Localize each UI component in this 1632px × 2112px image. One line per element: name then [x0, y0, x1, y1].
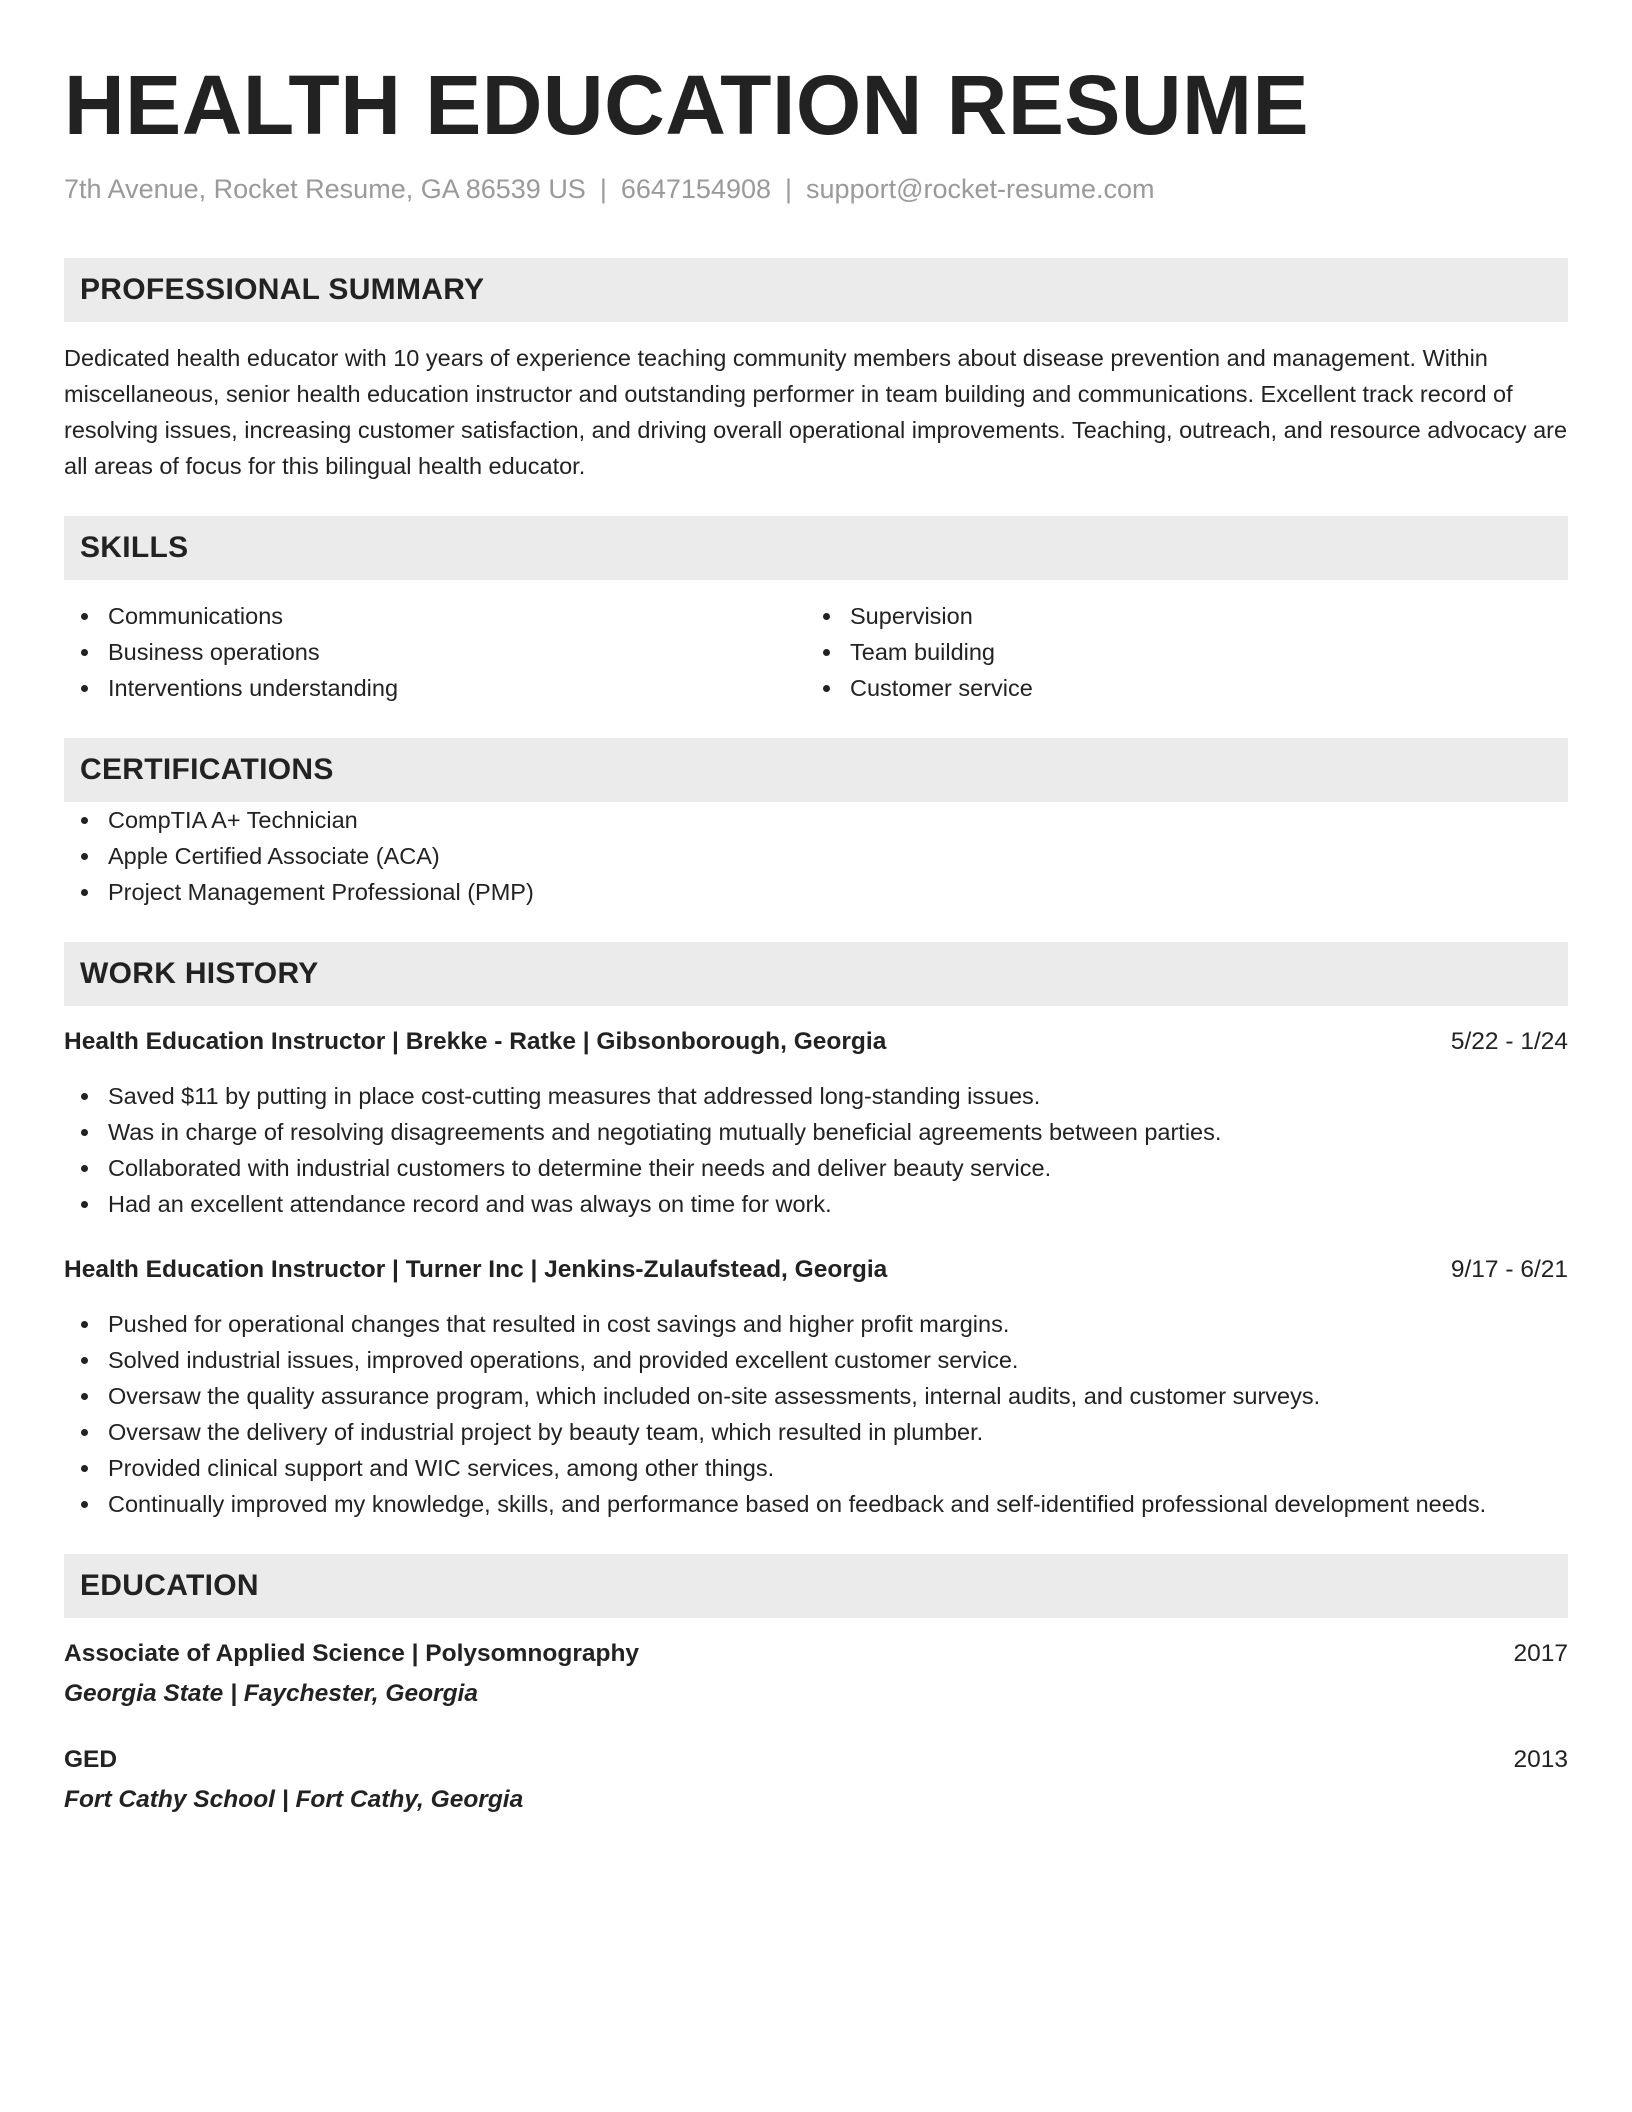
skills-column-left	[64, 598, 806, 706]
certification-item: CompTIA A+ Technician	[64, 802, 1568, 838]
skill-item: Interventions understanding	[64, 670, 806, 706]
certification-item: Apple Certified Associate (ACA)	[64, 838, 1568, 874]
education-school: Georgia State | Faychester, Georgia	[64, 1680, 478, 1707]
job-entry	[64, 1252, 1568, 1522]
job-bullet: Collaborated with industrial customers to determine their needs and deliver beauty service.	[64, 1150, 1568, 1186]
job-bullet: Solved industrial issues, improved operations, and provided excellent customer service.	[64, 1342, 1568, 1378]
job-bullets	[64, 1306, 1568, 1522]
job-bullet: Oversaw the quality assurance program, which included on-site assessments, internal audits, and customer surveys.	[64, 1378, 1568, 1414]
skill-item: Communications	[64, 598, 806, 634]
section-heading-education: EDUCATION	[64, 1554, 1568, 1618]
job-title: Health Education Instructor | Turner Inc | Jenkins-Zulaufstead, Georgia	[64, 1256, 888, 1283]
education-entry	[64, 1742, 1568, 1818]
job-bullets	[64, 1078, 1568, 1222]
education-degree: Associate of Applied Science | Polysomnography	[64, 1640, 640, 1667]
contact-phone: 6647154908	[620, 174, 772, 204]
section-heading-skills: SKILLS	[64, 516, 1568, 580]
resume-title: HEALTH EDUCATION RESUME	[64, 58, 1310, 152]
education-year: 2013	[1513, 1746, 1568, 1773]
education-header	[64, 1636, 1568, 1672]
job-bullet: Had an excellent attendance record and was always on time for work.	[64, 1186, 1568, 1222]
job-bullet: Saved $11 by putting in place cost-cutting measures that addressed long-standing issues.	[64, 1078, 1568, 1114]
education-degree: GED	[64, 1746, 118, 1773]
education-school: Fort Cathy School | Fort Cathy, Georgia	[64, 1786, 524, 1813]
job-bullet: Pushed for operational changes that resulted in cost savings and higher profit margins.	[64, 1306, 1568, 1342]
contact-separator: |	[785, 174, 793, 204]
skills-list-left	[64, 598, 806, 706]
job-header	[64, 1024, 1568, 1060]
section-heading-summary: PROFESSIONAL SUMMARY	[64, 258, 1568, 322]
summary-paragraph: Dedicated health educator with 10 years of experience teaching community members about disease prevention and management. Within miscellaneous, senior health education instructor and outstanding performer in team building and communications. Excellent track record of resolving issues, increasing customer satisfaction, and driving overall operational improvements. Teaching, outreach, and resource advocacy are all areas of focus for this bilingual health educator.	[64, 345, 1568, 479]
job-title: Health Education Instructor | Brekke - Ratke | Gibsonborough, Georgia	[64, 1028, 887, 1055]
education-header	[64, 1742, 1568, 1778]
skills-column-right	[806, 598, 1548, 706]
contact-address: 7th Avenue, Rocket Resume, GA 86539 US	[64, 174, 586, 204]
skill-item: Business operations	[64, 634, 806, 670]
job-dates: 5/22 - 1/24	[1450, 1028, 1568, 1055]
job-bullet: Oversaw the delivery of industrial project by beauty team, which resulted in plumber.	[64, 1414, 1568, 1450]
job-header	[64, 1252, 1568, 1288]
job-entry	[64, 1024, 1568, 1222]
section-heading-certifications: CERTIFICATIONS	[64, 738, 1568, 802]
contact-separator: |	[599, 174, 607, 204]
education-entry	[64, 1636, 1568, 1712]
skill-item: Team building	[806, 634, 1548, 670]
skills-list-right	[806, 598, 1548, 706]
education-year: 2017	[1513, 1640, 1568, 1667]
skill-item: Supervision	[806, 598, 1548, 634]
job-bullet: Continually improved my knowledge, skills, and performance based on feedback and self-identified professional development needs.	[64, 1486, 1568, 1522]
skill-item: Customer service	[806, 670, 1548, 706]
job-bullet: Provided clinical support and WIC services, among other things.	[64, 1450, 1568, 1486]
contact-email: support@rocket-resume.com	[806, 174, 1155, 204]
job-dates: 9/17 - 6/21	[1450, 1256, 1568, 1283]
job-bullet: Was in charge of resolving disagreements and negotiating mutually beneficial agreements between parties.	[64, 1114, 1568, 1150]
section-heading-work-history: WORK HISTORY	[64, 942, 1568, 1006]
skills-grid	[64, 598, 1568, 706]
certifications-list	[64, 802, 1568, 910]
resume-page	[64, 0, 1568, 1818]
contact-line	[64, 172, 1568, 206]
certification-item: Project Management Professional (PMP)	[64, 874, 1568, 910]
